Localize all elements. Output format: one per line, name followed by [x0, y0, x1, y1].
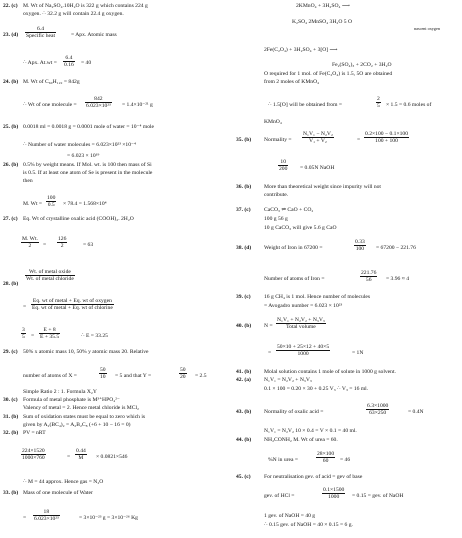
solution-text: then: [23, 178, 33, 184]
solution-text: %N in urea =: [268, 457, 299, 463]
question-number: 38. (d): [236, 245, 252, 251]
fraction-denominator: 5: [377, 103, 380, 110]
fraction-numerator: 0.1×1500: [323, 487, 345, 493]
solution-text: Normality =: [264, 137, 292, 143]
solution-text: ∴ M = 44 approx. Hence gas = N₂O: [23, 479, 104, 485]
question-number: 40. (b): [236, 323, 252, 329]
fraction-denominator: 1000: [328, 494, 340, 501]
fraction-denominator: Wt. of metal chloride: [26, 276, 74, 283]
solution-text: ∴ E = 33.25: [81, 333, 108, 339]
fraction: [33, 509, 60, 523]
solution-text: = 0.05N NaOH: [300, 165, 335, 171]
solution-text: 2Fe(C₂O₄) + 3H₂SO₄ + 3[O] ⟶: [264, 47, 338, 53]
fraction-numerator: 50: [180, 367, 186, 373]
fraction-denominator: 20: [180, 374, 186, 381]
fraction-numerator: Eq. wt of metal + Eq. wt of oxygen: [32, 298, 112, 304]
solution-text: PV = nRT: [23, 430, 46, 436]
solution-text: number of atoms of X =: [23, 373, 77, 379]
fraction-denominator: 100: [355, 246, 365, 253]
question-number: 37. (c): [236, 207, 251, 213]
fraction-numerator: N₁V₁ + N₂V₂ + N₃V₃: [277, 317, 325, 323]
fraction-numerator: 224×1520: [22, 448, 45, 454]
fraction-denominator: 100 + 100: [375, 138, 398, 145]
fraction-numerator: 50: [100, 367, 106, 373]
fraction: [278, 159, 288, 173]
solution-text: = 1N: [352, 350, 364, 356]
solution-text: Molal solution contains 1 mole of solute in 1000 g solvent.: [264, 369, 396, 375]
fraction-denominator: 60: [322, 458, 329, 465]
question-number: 45. (c): [236, 474, 251, 480]
fraction-numerator: N₁V₁ − N₂V₂: [303, 131, 333, 137]
question-number: 26. (b): [3, 162, 19, 168]
solution-text: = 0.4N: [408, 409, 424, 415]
solution-text: ∴ Apx. At.wt =: [23, 60, 57, 66]
fraction: [179, 367, 187, 381]
fraction: [46, 195, 56, 209]
question-number: 36. (b): [236, 184, 252, 190]
fraction: [25, 269, 75, 283]
solution-text: =: [268, 350, 272, 356]
fraction: [31, 298, 114, 312]
solution-text: For neutralisation gev. of acid = gev of base: [264, 474, 363, 480]
solution-text: is 0.5. If at least one atom of Se is present in the molecule: [23, 170, 153, 176]
solution-text: M. Wt of C₆₀H₁₂₂ = 842g: [23, 79, 80, 85]
solution-text: = 6.023 × 10¹⁹: [67, 153, 100, 159]
fraction-denominator: Eq. wt of metal + Eq. wt of chlorine: [32, 305, 113, 312]
fraction-denominator: 2: [28, 243, 32, 250]
question-number: 41. (b): [236, 369, 252, 375]
question-number: 32. (b): [3, 430, 19, 436]
fraction-denominator: 6.023×10²³: [86, 103, 111, 110]
question-number: 31. (b): [3, 414, 19, 420]
fraction: [63, 55, 75, 69]
solution-text: = Apx. Atomic mass: [71, 32, 117, 38]
solution-text: = 63: [83, 242, 94, 248]
solution-text: = 0.15 = gev. of NaOH: [352, 493, 404, 499]
solution-text: 0.1 × 100 = 0.20 × 30 + 0.25 V₃ ∴ V₃ = 16 ml.: [264, 386, 369, 392]
solution-text: = 5 and that Y =: [115, 373, 152, 379]
fraction: [276, 317, 326, 331]
solution-text: = 2.5: [195, 373, 207, 379]
solution-text: oxygen. ∴ 32.2 g will contain 22.4 g oxygen.: [23, 11, 124, 17]
solution-text: 0.0018 ml = 0.0018 g = 0.0001 mole of water = 10⁻⁴ mole: [23, 124, 155, 130]
fraction-numerator: Wt. of metal oxide: [25, 269, 75, 276]
solution-text: Valency of metal = 2. Hence metal chloride is MCl₂: [23, 405, 140, 411]
fraction: [85, 96, 112, 110]
solution-text: ∴ Wt of one molecule =: [23, 102, 77, 108]
question-number: 22. (c): [3, 3, 18, 9]
fraction-denominator: 6.023×10²³: [34, 516, 59, 523]
solution-text: =: [43, 242, 47, 248]
fraction-numerator: M. Wt.: [22, 236, 38, 242]
solution-text: 2KMnO₄ + 3H₂SO₄ ⟶: [296, 3, 350, 9]
fraction-numerator: 10: [278, 159, 288, 166]
fraction-denominator: Specific heat: [26, 33, 56, 40]
fraction: [21, 236, 39, 250]
fraction: [75, 448, 87, 462]
fraction: [366, 403, 389, 417]
solution-text: × 78.4 = 1.568×10⁴: [63, 201, 107, 207]
solution-text: Simple Ratio 2 : 1. Formula X₂Y: [23, 389, 97, 395]
fraction: [322, 487, 345, 501]
solution-text: = 3×10⁻²³ g = 3×10⁻²⁶ Kg: [79, 515, 138, 521]
fraction-numerator: 50×10 + 25×12 + 40×5: [277, 344, 330, 350]
solution-text: × 1.5 = 0.6 moles of: [386, 102, 432, 108]
solution-text: given by A₂(BC₄)₂ = A₂B₂C₈ (+6 + 10 − 16 = 0): [23, 422, 131, 428]
solution-text: 16 g CH₄ is 1 mol. Hence number of molecules: [264, 294, 371, 300]
solution-text: Mass of one molecule of Water: [23, 490, 93, 496]
fraction-numerator: 6.3×1000: [367, 403, 389, 409]
solution-text: M. Wt =: [23, 201, 43, 207]
fraction: [21, 448, 46, 462]
solution-text: =: [67, 454, 71, 460]
question-number: 44. (b): [236, 437, 252, 443]
fraction-denominator: 5: [22, 334, 25, 341]
fraction: [39, 327, 60, 341]
fraction-denominator: 10: [100, 374, 106, 381]
fraction: [302, 131, 334, 145]
solution-text: = 3.96 ≈ 4: [386, 276, 410, 282]
fraction-denominator: 1000: [297, 351, 309, 358]
solution-text: Weight of Iron in 67200 =: [264, 245, 323, 251]
fraction: [21, 327, 26, 341]
fraction-denominator: 200: [279, 166, 288, 173]
solution-text: =: [31, 333, 35, 339]
solution-text: CaCO₃ ⇌ CaO + CO₂: [264, 207, 314, 213]
solution-text: More than theoretical weight since impurity will not: [264, 184, 381, 190]
solution-text: = Avogadro number = 6.023 × 10²³: [264, 303, 343, 309]
solution-text: × 0.0821×546: [96, 454, 128, 460]
question-number: 28. (b): [3, 281, 19, 287]
solution-text: =: [357, 137, 361, 143]
solution-text: N₁V₁ = N₂V₂ + N₃V₃: [264, 377, 312, 383]
fraction-denominator: 2: [60, 243, 64, 250]
solution-text: ∴ Number of water molecules = 6.023×10²³ ×10⁻⁴: [23, 142, 136, 148]
solution-text: Fe₂(SO₄)₃ + 2CO₂ + 3H₂O: [332, 62, 392, 68]
solution-text: 100 g 56 g: [264, 216, 288, 222]
solution-text: gev. of HCl =: [264, 493, 295, 499]
solution-text: = 1.4×10⁻²¹ g: [122, 102, 153, 108]
solution-text: =: [23, 304, 27, 310]
fraction-denominator: Total volume: [286, 324, 316, 331]
fraction-numerator: E + 8: [39, 327, 60, 334]
fraction-denominator: 56: [365, 277, 372, 284]
question-number: 24. (b): [3, 79, 19, 85]
solution-text: Eq. Wt of crystalline oxalic acid (COOH)₂. 2H₂O: [23, 216, 134, 222]
fraction-numerator: 2: [377, 96, 380, 102]
fraction: [25, 26, 56, 40]
question-number: 23. (d): [3, 32, 19, 38]
question-number: 42. (a): [236, 377, 251, 383]
question-number: 30. (c): [3, 397, 18, 403]
solution-text: 10 g CaCO₃ will give 5.6 g CaO: [264, 225, 337, 231]
solution-text: Normality of oxalic acid =: [264, 409, 324, 415]
solution-text: O required for 1 mol. of Fe(C₂O₄) is 1.5, 5O are obtained: [264, 71, 393, 77]
solution-text: KMnO₄: [264, 119, 282, 125]
fraction: [354, 239, 366, 253]
question-number: 25. (b): [3, 124, 19, 130]
fraction-numerator: 0.44: [76, 448, 86, 454]
question-number: 33. (b): [3, 490, 19, 496]
solution-text: =: [23, 515, 27, 521]
fraction-numerator: 0.33: [355, 239, 365, 245]
fraction: [276, 344, 330, 358]
fraction-numerator: 28×100: [317, 451, 335, 457]
fraction-numerator: 6.4: [63, 55, 75, 62]
fraction: [360, 270, 377, 284]
fraction-numerator: 6.4: [25, 26, 56, 33]
solution-text: 1 gev. of NaOH = 40 g: [264, 513, 316, 519]
fraction-denominator: 63×250: [369, 410, 387, 417]
fraction: [376, 96, 381, 110]
solution-text: = 40: [81, 60, 92, 66]
fraction-denominator: M: [78, 455, 84, 462]
fraction-numerator: 0.2×100 − 0.1×100: [365, 131, 409, 137]
question-number: 29. (c): [3, 349, 18, 355]
fraction-numerator: 842: [85, 96, 112, 103]
solution-text: Formula of metal phosphate is M³⁺HPO₄²⁻: [23, 397, 120, 403]
fraction-numerator: 18: [33, 509, 60, 516]
solution-text: N =: [264, 323, 273, 329]
fraction-denominator: 0.5: [47, 202, 55, 209]
fraction-numerator: 126: [58, 236, 67, 242]
solution-text: nascent oxygen: [414, 26, 440, 31]
solution-text: K₂SO₄ 2MnSO₄ 3H₂O 5 O: [292, 19, 353, 25]
fraction: [316, 451, 335, 465]
solution-text: = 67200 − 221.76: [376, 245, 416, 251]
fraction-denominator: 0.16: [64, 62, 74, 69]
fraction: [364, 131, 409, 145]
fraction: [99, 367, 107, 381]
fraction-numerator: 100: [47, 195, 56, 201]
fraction: [57, 236, 67, 250]
solution-text: NH₂CONH₂ M. Wt of urea = 60.: [264, 437, 338, 443]
solution-text: Number of atoms of Iron =: [264, 276, 325, 282]
solution-text: Sum of oxidation states must be equal to zero which is: [23, 414, 146, 420]
solution-text: 0.5% by weight means. If Mol. wt. is 100 then mass of Si: [23, 162, 152, 168]
solution-text: ∴ 1.5[O] will be obtained from =: [268, 102, 342, 108]
question-number: 43. (b): [236, 409, 252, 415]
solution-text: M. Wt of Na₂SO₄.10H₂O is 322 g which contains 224 g: [23, 3, 148, 9]
fraction-numerator: 3: [22, 327, 25, 333]
solution-text: contribute.: [264, 192, 289, 198]
solution-text: 50% x atomic mass 10, 50% y atomic mass 20. Relative: [23, 349, 149, 355]
solution-text: ∴ 0.15 gev. of NaOH = 40 × 0.15 = 6 g.: [264, 522, 353, 528]
fraction-denominator: 1000×760: [22, 455, 45, 462]
fraction-numerator: 221.76: [361, 270, 377, 276]
question-number: 27. (c): [3, 216, 18, 222]
solution-text: N₁V₁ = N₂V₂ 10 × 0.4 = V × 0.1 = 40 ml.: [264, 428, 357, 434]
question-number: 39. (c): [236, 294, 251, 300]
solution-text: = 46: [340, 457, 351, 463]
solution-text: from 2 moles of KMnO₄: [264, 79, 320, 85]
question-number: 35. (b): [236, 137, 252, 143]
fraction-denominator: V₁ + V₂: [309, 138, 327, 145]
fraction-denominator: E + 35.5: [40, 334, 60, 341]
